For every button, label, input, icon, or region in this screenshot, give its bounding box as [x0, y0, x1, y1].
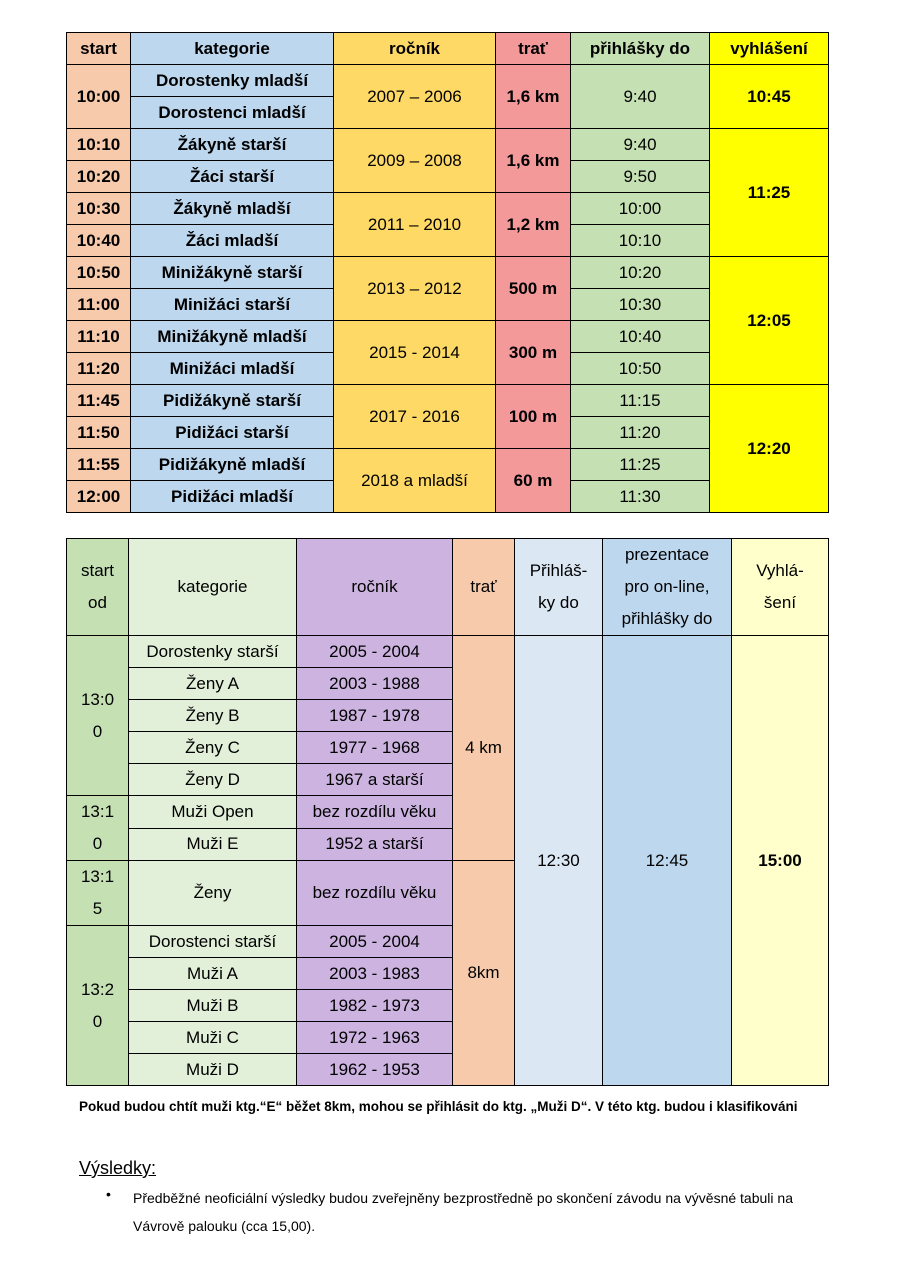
- junior-schedule-table: [66, 32, 829, 513]
- category: Minižáci starší: [131, 289, 334, 321]
- category: Minižákyně mladší: [131, 321, 334, 353]
- category: Minižákyně starší: [131, 257, 334, 289]
- registration-deadline: 10:00: [571, 193, 710, 225]
- birth-years: 1972 - 1963: [297, 1022, 453, 1054]
- birth-years: 2011 – 2010: [334, 193, 496, 257]
- birth-years: 2009 – 2008: [334, 129, 496, 193]
- registration-deadline: 10:40: [571, 321, 710, 353]
- start-time: 13:1 0: [67, 796, 129, 861]
- distance: 500 m: [496, 257, 571, 321]
- distance: 4 km: [453, 636, 515, 861]
- start-time: 11:45: [67, 385, 131, 417]
- birth-years: 1967 a starší: [297, 764, 453, 796]
- distance: 1,2 km: [496, 193, 571, 257]
- category: Muži B: [129, 990, 297, 1022]
- distance: 8km: [453, 861, 515, 1086]
- birth-years: 2013 – 2012: [334, 257, 496, 321]
- category: Pidižákyně mladší: [131, 449, 334, 481]
- birth-years: 2005 - 2004: [297, 636, 453, 668]
- registration-deadline: 11:20: [571, 417, 710, 449]
- start-time: 11:00: [67, 289, 131, 321]
- birth-years: 1987 - 1978: [297, 700, 453, 732]
- category: Ženy A: [129, 668, 297, 700]
- birth-years: 2018 a mladší: [334, 449, 496, 513]
- category: Žáci mladší: [131, 225, 334, 257]
- table-row: [67, 636, 829, 668]
- header-rocnik: ročník: [297, 539, 453, 636]
- category: Ženy B: [129, 700, 297, 732]
- adult-schedule-table: [66, 538, 829, 1086]
- category: Žákyně starší: [131, 129, 334, 161]
- registration-deadline: 9:50: [571, 161, 710, 193]
- category: Muži Open: [129, 796, 297, 829]
- birth-years: bez rozdílu věku: [297, 861, 453, 926]
- category: Muži D: [129, 1054, 297, 1086]
- awards-time: 12:20: [710, 385, 829, 513]
- registration-deadline: 11:15: [571, 385, 710, 417]
- bullet-icon: •: [106, 1186, 111, 1202]
- birth-years: 1977 - 1968: [297, 732, 453, 764]
- header-rocnik: ročník: [334, 33, 496, 65]
- category: Minižáci mladší: [131, 353, 334, 385]
- table-row: [67, 257, 829, 289]
- registration-deadline: 12:30: [515, 636, 603, 1086]
- category: Dorostenky starší: [129, 636, 297, 668]
- start-time: 10:00: [67, 65, 131, 129]
- category: Pidižáci mladší: [131, 481, 334, 513]
- registration-deadline: 10:20: [571, 257, 710, 289]
- birth-years: 2003 - 1983: [297, 958, 453, 990]
- birth-years: 1962 - 1953: [297, 1054, 453, 1086]
- header-start: start: [67, 33, 131, 65]
- table-row: [67, 385, 829, 417]
- start-time: 13:1 5: [67, 861, 129, 926]
- start-time: 11:20: [67, 353, 131, 385]
- header-trat: trať: [496, 33, 571, 65]
- awards-time: 15:00: [732, 636, 829, 1086]
- category: Ženy D: [129, 764, 297, 796]
- start-time: 10:30: [67, 193, 131, 225]
- category: Ženy: [129, 861, 297, 926]
- distance: 300 m: [496, 321, 571, 385]
- birth-years: 2007 – 2006: [334, 65, 496, 129]
- registration-deadline: 11:25: [571, 449, 710, 481]
- start-time: 11:50: [67, 417, 131, 449]
- awards-time: 10:45: [710, 65, 829, 129]
- registration-deadline: 10:10: [571, 225, 710, 257]
- results-text: Předběžné neoficiální výsledky budou zveřejněny bezprostředně po skončení závodu na vývěsné tabuli na Vávrově palouku (cca 15,00).: [133, 1190, 793, 1234]
- registration-deadline: 9:40: [571, 129, 710, 161]
- start-time: 12:00: [67, 481, 131, 513]
- birth-years: 1952 a starší: [297, 828, 453, 861]
- category: Pidižáci starší: [131, 417, 334, 449]
- birth-years: 2003 - 1988: [297, 668, 453, 700]
- header-vyhlaseni-line2: šení: [763, 593, 797, 612]
- start-time: 10:20: [67, 161, 131, 193]
- header-prihlasky-line2: ky do: [538, 593, 579, 612]
- header-prezentace: [603, 539, 732, 636]
- header-prihlasky: [515, 539, 603, 636]
- birth-years: bez rozdílu věku: [297, 796, 453, 829]
- start-time: 11:55: [67, 449, 131, 481]
- table-row: [67, 129, 829, 161]
- registration-deadline: 10:30: [571, 289, 710, 321]
- category: Žáci starší: [131, 161, 334, 193]
- results-heading: Výsledky:: [79, 1158, 157, 1178]
- header-prezentace-line3: přihlášky do: [621, 609, 713, 628]
- awards-time: 12:05: [710, 257, 829, 385]
- start-time: 13:2 0: [67, 926, 129, 1086]
- header-start-line2: od: [88, 593, 107, 612]
- registration-deadline: 10:50: [571, 353, 710, 385]
- birth-years: 1982 - 1973: [297, 990, 453, 1022]
- table-header-row: [67, 539, 829, 636]
- header-prezentace-line1: prezentace: [624, 545, 710, 564]
- presentation-deadline: 12:45: [603, 636, 732, 1086]
- category: Dorostenky mladší: [131, 65, 334, 97]
- distance: 60 m: [496, 449, 571, 513]
- start-time: 11:10: [67, 321, 131, 353]
- header-prihlasky: přihlášky do: [571, 33, 710, 65]
- awards-time: 11:25: [710, 129, 829, 257]
- category: Muži C: [129, 1022, 297, 1054]
- start-time: 13:0 0: [67, 636, 129, 796]
- header-trat: trať: [453, 539, 515, 636]
- header-vyhlaseni: [732, 539, 829, 636]
- distance: 100 m: [496, 385, 571, 449]
- start-time: 10:40: [67, 225, 131, 257]
- birth-years: 2015 - 2014: [334, 321, 496, 385]
- category: Dorostenci mladší: [131, 97, 334, 129]
- birth-years: 2005 - 2004: [297, 926, 453, 958]
- distance: 1,6 km: [496, 129, 571, 193]
- distance: 1,6 km: [496, 65, 571, 129]
- start-time: 10:10: [67, 129, 131, 161]
- category: Muži A: [129, 958, 297, 990]
- category: Ženy C: [129, 732, 297, 764]
- table-header-row: [67, 33, 829, 65]
- start-time: 10:50: [67, 257, 131, 289]
- header-start-line1: start: [80, 561, 115, 580]
- registration-deadline: 11:30: [571, 481, 710, 513]
- category: Dorostenci starší: [129, 926, 297, 958]
- birth-years: 2017 - 2016: [334, 385, 496, 449]
- category-note: Pokud budou chtít muži ktg.“E“ běžet 8km, mohou se přihlásit do ktg. „Muži D“. V této ktg. budou i klasifikováni: [79, 1099, 798, 1114]
- header-vyhlaseni-line1: Vyhlá-: [756, 561, 804, 580]
- header-kategorie: kategorie: [129, 539, 297, 636]
- header-kategorie: kategorie: [131, 33, 334, 65]
- header-start: [67, 539, 129, 636]
- category: Muži E: [129, 828, 297, 861]
- category: Žákyně mladší: [131, 193, 334, 225]
- table-row: [67, 65, 829, 97]
- registration-deadline: 9:40: [571, 65, 710, 129]
- header-vyhlaseni: vyhlášení: [710, 33, 829, 65]
- category: Pidižákyně starší: [131, 385, 334, 417]
- header-prezentace-line2: pro on-line,: [624, 577, 710, 596]
- header-prihlasky-line1: Přihláš-: [529, 561, 588, 580]
